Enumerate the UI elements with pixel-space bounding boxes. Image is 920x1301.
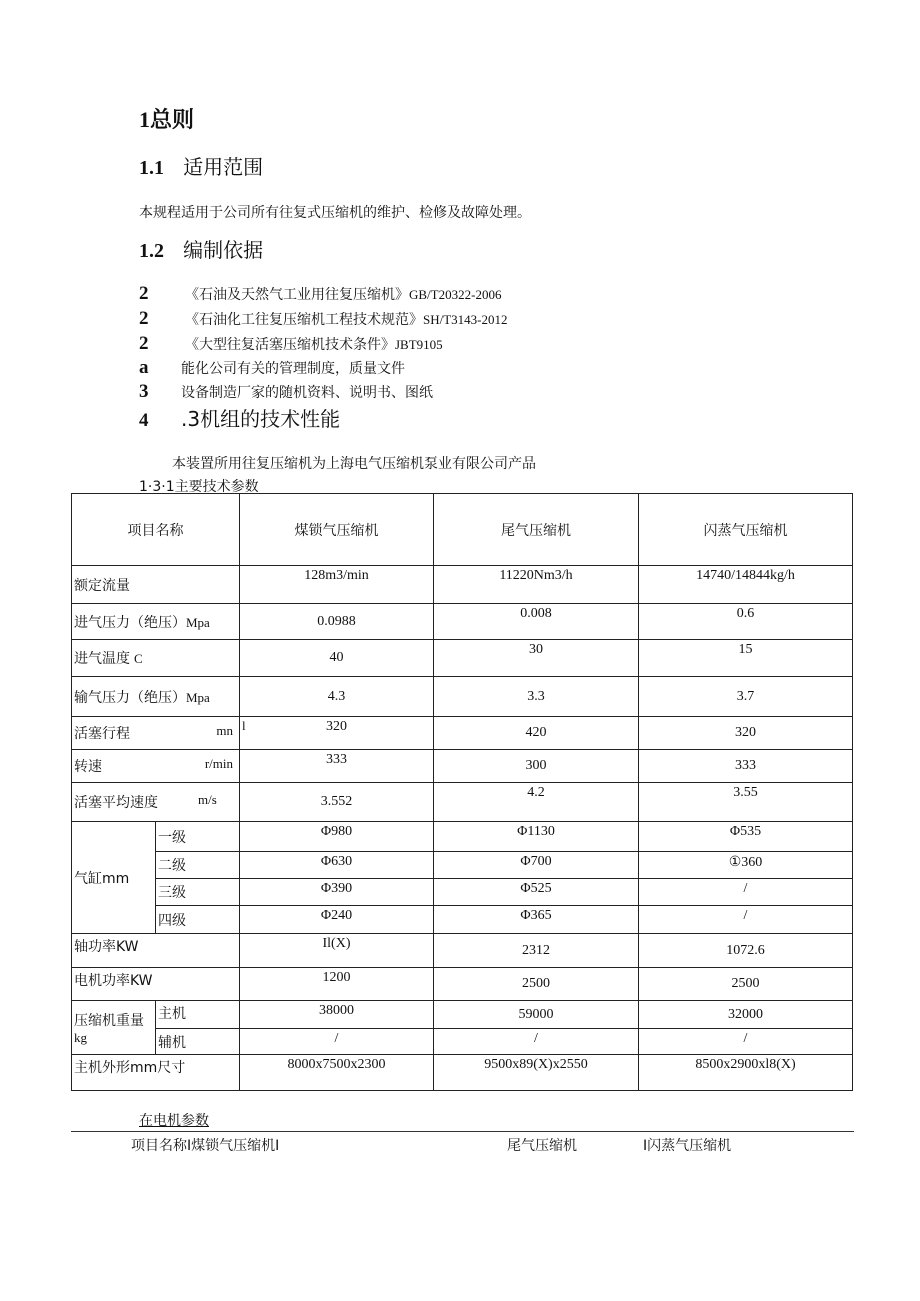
motor-header-right: I闪蒸气压缩机 xyxy=(643,1138,732,1154)
reference-item: 2 《石油化工往复压缩机工程技术规范》SH/T3143-2012 xyxy=(139,308,508,329)
cell: 0.6 xyxy=(639,604,853,640)
cell: 15 xyxy=(639,640,853,677)
cell: 300 xyxy=(434,750,639,783)
cell: 1072.6 xyxy=(639,934,853,968)
cell: / xyxy=(639,879,853,906)
cell: 4.2 xyxy=(434,783,639,822)
cell: 11220Nm3/h xyxy=(434,566,639,604)
section-1-3-heading: 4 .3机组的技术性能 xyxy=(139,407,341,431)
cell: Φ700 xyxy=(434,852,639,879)
cell: 128m3/min xyxy=(240,566,434,604)
cell: 38000 xyxy=(240,1001,434,1029)
table-row xyxy=(72,852,853,879)
reference-item: a 能化公司有关的管理制度，质量文件 xyxy=(139,357,405,378)
cell: 3.3 xyxy=(434,677,639,717)
section-1-2-heading: 1.2 编制依据 xyxy=(139,238,264,262)
cell: ①360 xyxy=(639,852,853,879)
chapter-title: 1总则 xyxy=(139,107,195,132)
divider xyxy=(71,1131,854,1132)
cell: 32000 xyxy=(639,1001,853,1029)
row-label: 主机外形mm尺寸 xyxy=(72,1055,240,1091)
table-row xyxy=(72,1001,853,1029)
cell: Φ525 xyxy=(434,879,639,906)
cell: Φ1130 xyxy=(434,822,639,852)
cell: Φ630 xyxy=(240,852,434,879)
cell: 8000x7500x2300 xyxy=(240,1055,434,1091)
scope-text: 本规程适用于公司所有往复式压缩机的维护、检修及故障处理。 xyxy=(139,205,531,221)
cell: 9500x89(X)x2550 xyxy=(434,1055,639,1091)
motor-header-left: 项目名称I煤锁气压缩机I xyxy=(131,1138,280,1154)
cell: 333 xyxy=(240,750,434,783)
cell: 30 xyxy=(434,640,639,677)
cell: Φ365 xyxy=(434,906,639,934)
table-row xyxy=(72,906,853,934)
header-item-name: 项目名称 xyxy=(72,494,240,566)
cell: 8500x2900xl8(X) xyxy=(639,1055,853,1091)
table-row xyxy=(72,717,853,750)
cell: 3.55 xyxy=(639,783,853,822)
cell: 320 xyxy=(639,717,853,750)
sub-label: 主机 xyxy=(156,1001,240,1029)
table-header-row xyxy=(72,494,853,566)
cylinder-label: 气缸mm xyxy=(72,822,156,934)
cell: 1200 xyxy=(240,968,434,1001)
row-label: 额定流量 xyxy=(72,566,240,604)
section-1-1-heading: 1.1 适用范围 xyxy=(139,155,264,179)
table-row xyxy=(72,640,853,677)
stage-label: 二级 xyxy=(156,852,240,879)
cell: Φ980 xyxy=(240,822,434,852)
cell: / xyxy=(639,1029,853,1055)
cell: 3.552 xyxy=(240,783,434,822)
stage-label: 三级 xyxy=(156,879,240,906)
stage-label: 四级 xyxy=(156,906,240,934)
table-row xyxy=(72,822,853,852)
reference-item: 3 设备制造厂家的随机资料、说明书、图纸 xyxy=(139,381,433,402)
table-row xyxy=(72,968,853,1001)
cell: / xyxy=(639,906,853,934)
cell: 420 xyxy=(434,717,639,750)
table-row xyxy=(72,604,853,640)
table-row xyxy=(72,783,853,822)
header-col-3: 闪蒸气压缩机 xyxy=(639,494,853,566)
cell: Φ390 xyxy=(240,879,434,906)
cell: 333 xyxy=(639,750,853,783)
cell: 59000 xyxy=(434,1001,639,1029)
header-col-1: 煤锁气压缩机 xyxy=(240,494,434,566)
row-label: 活塞行程 mn xyxy=(72,717,240,750)
cell: Il(X) xyxy=(240,934,434,968)
table-row xyxy=(72,879,853,906)
cell: 0.0988 xyxy=(240,604,434,640)
table-row xyxy=(72,934,853,968)
sub-label: 辅机 xyxy=(156,1029,240,1055)
cell: l 320 xyxy=(240,717,434,750)
row-label: 输气压力（绝压）Mpa xyxy=(72,677,240,717)
reference-item: 2 《石油及天然气工业用往复压缩机》GB/T20322-2006 xyxy=(139,283,502,304)
cell: 14740/14844kg/h xyxy=(639,566,853,604)
cell: / xyxy=(240,1029,434,1055)
table-row xyxy=(72,1029,853,1055)
table-row xyxy=(72,566,853,604)
row-label: 转速 r/min xyxy=(72,750,240,783)
cell: / xyxy=(434,1029,639,1055)
stage-label: 一级 xyxy=(156,822,240,852)
cell: 0.008 xyxy=(434,604,639,640)
intro-text: 本装置所用往复压缩机为上海电气压缩机泵业有限公司产品 xyxy=(172,456,536,472)
row-label: 进气压力（绝压）Mpa xyxy=(72,604,240,640)
row-label: 轴功率KW xyxy=(72,934,240,968)
reference-item: 2 《大型往复活塞压缩机技术条件》JBT9105 xyxy=(139,333,443,354)
table-row xyxy=(72,677,853,717)
cell: 3.7 xyxy=(639,677,853,717)
row-label: 进气温度 C xyxy=(72,640,240,677)
weight-label: 压缩机重量 kg xyxy=(72,1001,156,1055)
table-row xyxy=(72,750,853,783)
parameters-table xyxy=(71,493,853,1091)
table-row xyxy=(72,1055,853,1091)
cell: 2312 xyxy=(434,934,639,968)
cell: Φ535 xyxy=(639,822,853,852)
table-caption: 1·3·1主要技术参数 xyxy=(139,479,259,495)
cell: 40 xyxy=(240,640,434,677)
cell: 2500 xyxy=(639,968,853,1001)
cell: Φ240 xyxy=(240,906,434,934)
row-label: 电机功率KW xyxy=(72,968,240,1001)
row-label: 活塞平均速度 m/s xyxy=(72,783,240,822)
header-col-2: 尾气压缩机 xyxy=(434,494,639,566)
motor-header-mid: 尾气压缩机 xyxy=(507,1138,577,1154)
cell: 2500 xyxy=(434,968,639,1001)
cell: 4.3 xyxy=(240,677,434,717)
stroke-extra: l xyxy=(242,718,246,733)
motor-section-title: 在电机参数 xyxy=(139,1113,209,1129)
